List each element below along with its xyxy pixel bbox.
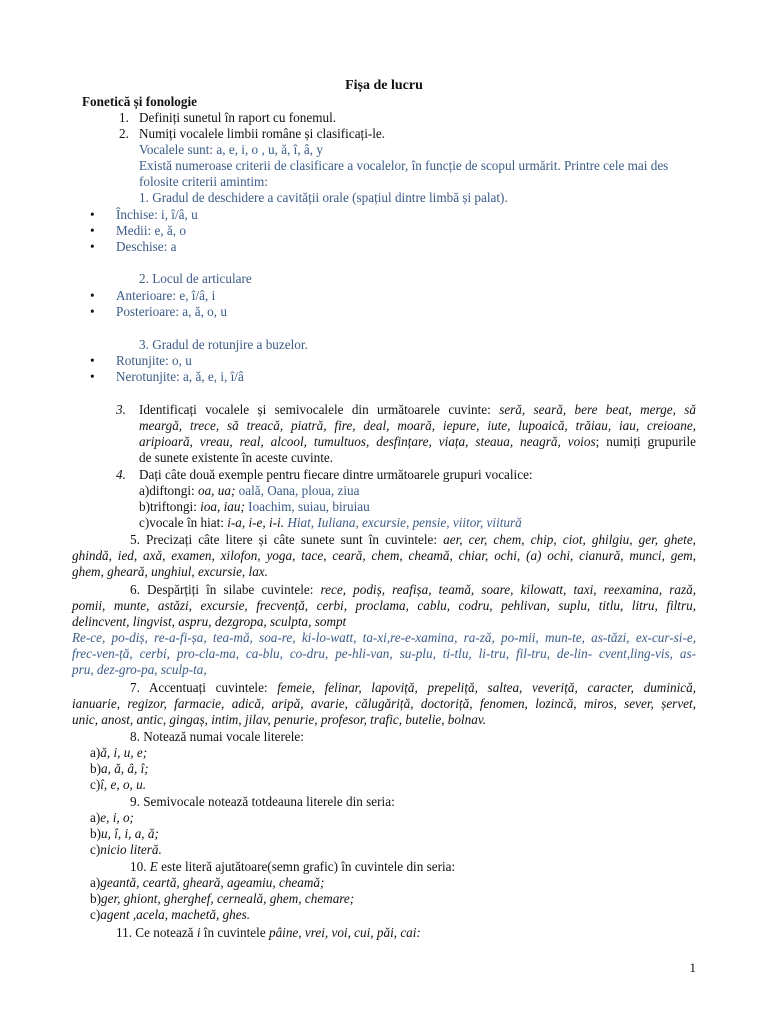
option-label: b)triftongi: <box>139 499 201 514</box>
option-label: b) <box>90 891 101 906</box>
q5-text <box>130 532 696 548</box>
option-text: u, î, i, a, ă; <box>101 826 159 841</box>
q1-text: Definiți sunetul în raport cu fonemul. <box>139 110 337 125</box>
q3-text: de sunete existente în aceste cuvinte. <box>139 450 334 465</box>
q3-number: 3. <box>116 402 126 417</box>
q10-number: 10. <box>130 859 150 874</box>
q10-option-a <box>90 875 324 891</box>
option-label: c) <box>90 907 101 922</box>
q2-text: Numiți vocalele limbii române și clasificați-le. <box>139 126 386 141</box>
q5-text-part: 5. Precizați câte litere și câte sunete sunt în cuvintele: <box>130 532 444 547</box>
bullet-item: • Rotunjite: o, u <box>116 353 192 369</box>
q8-text: 8. Notează numai vocale literele: <box>130 729 304 744</box>
q8-option-b <box>90 761 149 777</box>
option-label: c) <box>90 777 101 792</box>
q7-words: femeie, felinar, lapoviță, prepeliță, saltea, veveriță, caracter, duminică, <box>277 680 696 695</box>
criterion-heading: 3. Gradul de rotunjire a buzelor. <box>139 337 308 352</box>
q6-answer: pru, dez-gro-pa, sculp-ta, <box>72 662 207 677</box>
q8-option-c <box>90 777 146 793</box>
option-label: a) <box>90 745 101 760</box>
option-text: geantă, ceartă, gheară, ageamiu, cheamă; <box>100 875 325 890</box>
q6-words: pomii, munte, astăzi, excursie, frecvență, cerbi, proclama, cablu, codru, pehlivan, suplu, titlu, litru, filtru, <box>72 598 696 613</box>
option-text: ă, i, u, e; <box>100 745 148 760</box>
option-answer: oală, Oana, ploua, ziua <box>235 483 360 498</box>
q6-words: rece, podiș, reafișa, teamă, soare, kilowatt, taxi, reexamina, rază, <box>320 582 696 597</box>
option-example: i-a, i-e, i-i. <box>227 515 285 530</box>
q3-text-part: Identificați vocalele și semivocalele din următoarele cuvinte: <box>139 402 500 417</box>
q9-option-b <box>90 826 159 842</box>
q4-option-c <box>139 515 522 531</box>
q3-words: aripioară, vreau, real, alcool, tumultuos, desfințare, viața, steaua, neagră, voios <box>139 434 596 449</box>
q5-words: aer, cer, chem, chip, ciot, ghilgiu, ger, ghete, <box>443 532 696 547</box>
q8-option-a <box>90 745 147 761</box>
q2-answer-line: Vocalele sunt: a, e, i, o , u, ă, î, â, y <box>139 142 323 157</box>
q6-answer: Re-ce, po-diș, re-a-fi-șa, tea-mă, soa-re, ki-lo-watt, ta-xi,re-e-xamina, ra-ză, po-mii, mun-te, as-tăzi, ex-cur-si-e, <box>72 630 696 645</box>
q2-answer-line: folosite criterii amintim: <box>139 174 268 189</box>
option-text: î, e, o, u. <box>100 777 147 792</box>
q11-text-part: în cuvintele <box>200 925 269 940</box>
q1-number: 1. <box>119 110 129 125</box>
q10-text-part: este literă ajutătoare(semn grafic) în cuvintele din seria: <box>157 859 456 874</box>
q2-number: 2. <box>119 126 129 141</box>
option-text: ger, ghiont, gherghef, cerneală, ghem, chemare; <box>101 891 355 906</box>
q11-letter: i <box>196 925 201 940</box>
q3-words: meargă, trece, să treacă, piatră, fire, deal, moară, iepure, iute, lupoaică, trăiau, iau, creioane, <box>139 418 696 433</box>
bullet-item: • Posterioare: a, ă, o, u <box>116 304 227 320</box>
option-answer: Hiat, Iuliana, excursie, pensie, viitor, viitură <box>284 515 522 530</box>
q4-option-b <box>139 499 370 515</box>
bullet-item: • Nerotunjite: a, ă, e, i, î/â <box>116 369 244 385</box>
option-text: nicio literă. <box>100 842 162 857</box>
section-heading: Fonetică și fonologie <box>82 94 198 109</box>
q4-option-a <box>139 483 359 499</box>
q10-option-c <box>90 907 250 923</box>
option-label: a) <box>90 810 101 825</box>
q11-words: pâine, vrei, voi, cui, păi, cai: <box>268 925 421 940</box>
bullet-item: • Deschise: a <box>116 239 176 255</box>
q6-text <box>130 582 696 598</box>
bullet-item: • Închise: i, î/â, u <box>116 207 198 223</box>
q5-words: ghindă, ied, axă, examen, xilofon, yoga, tace, ceară, chem, cheamă, chiar, ochi, (a) ochi, cianură, munci, gem, <box>72 548 696 563</box>
q9-option-a <box>90 810 134 826</box>
option-text: e, i, o; <box>100 810 134 825</box>
q6-text-part: 6. Despărțiți în silabe cuvintele: <box>130 582 321 597</box>
q7-words: unic, anost, antic, gingaș, intim, jilav, penurie, profesor, trafic, butelie, bolnav. <box>72 712 487 727</box>
q4-number: 4. <box>116 467 126 482</box>
q3-words: seră, seară, bere beat, merge, să <box>499 402 696 417</box>
page-title: Fișa de lucru <box>345 78 423 93</box>
q6-answer: frec-ven-ță, cerbi, pro-cla-ma, ca-blu, co-dru, pe-hli-van, su-plu, ti-tlu, li-tru, fil-tru, de-lin- cvent,ling-vis, as- <box>72 646 696 661</box>
q2-answer-line: Există numeroase criterii de clasificare a vocalelor, în funcție de scopul urmărit. Printre cele mai des <box>139 158 669 173</box>
q3-text <box>139 402 696 418</box>
bullet-item: • Anterioare: e, î/â, i <box>116 288 215 304</box>
option-label: b) <box>90 761 101 776</box>
q10-option-b <box>90 891 354 907</box>
option-label: a) <box>90 875 101 890</box>
option-text: agent ,acela, machetă, ghes. <box>100 907 251 922</box>
option-text: a, ă, â, î; <box>101 761 149 776</box>
option-label: b) <box>90 826 101 841</box>
option-label: a)diftongi: <box>139 483 198 498</box>
q4-text: Dați câte două exemple pentru fiecare dintre următoarele grupuri vocalice: <box>139 467 533 482</box>
q11-text-part: 11. Ce notează <box>116 925 197 940</box>
criterion-heading: 2. Locul de articulare <box>139 271 252 286</box>
q11-text <box>116 925 421 941</box>
option-answer: Ioachim, suiau, biruiau <box>244 499 370 514</box>
q10-letter: E <box>149 859 158 874</box>
q7-text <box>130 680 696 696</box>
q9-option-c <box>90 842 162 858</box>
option-label: c) <box>90 842 101 857</box>
option-example: ioa, iau; <box>200 499 245 514</box>
q10-text <box>130 859 455 875</box>
page-number: 1 <box>689 960 696 975</box>
q7-text-part: 7. Accentuați cuvintele: <box>130 680 278 695</box>
option-label: c)vocale în hiat: <box>139 515 228 530</box>
option-example: oa, ua; <box>197 483 236 498</box>
q6-words: delincvent, lingvist, aspru, dezgropa, sculpta, sompt <box>72 614 347 629</box>
q7-words: ianuarie, regizor, farmacie, adică, aripă, avarie, călugăriță, doctoriță, fenomen, lozincă, miros, sever, șervet, <box>72 696 696 711</box>
bullet-item: • Medii: e, ă, o <box>116 223 186 239</box>
q3-text <box>139 434 696 450</box>
q3-text-part: ; numiți grupurile <box>595 434 696 449</box>
q9-text: 9. Semivocale notează totdeauna literele din seria: <box>130 794 395 809</box>
criterion-heading: 1. Gradul de deschidere a cavității orale (spațiul dintre limbă și palat). <box>139 190 508 205</box>
q5-words: ghem, gheară, unghiul, excursie, lax. <box>72 564 268 579</box>
